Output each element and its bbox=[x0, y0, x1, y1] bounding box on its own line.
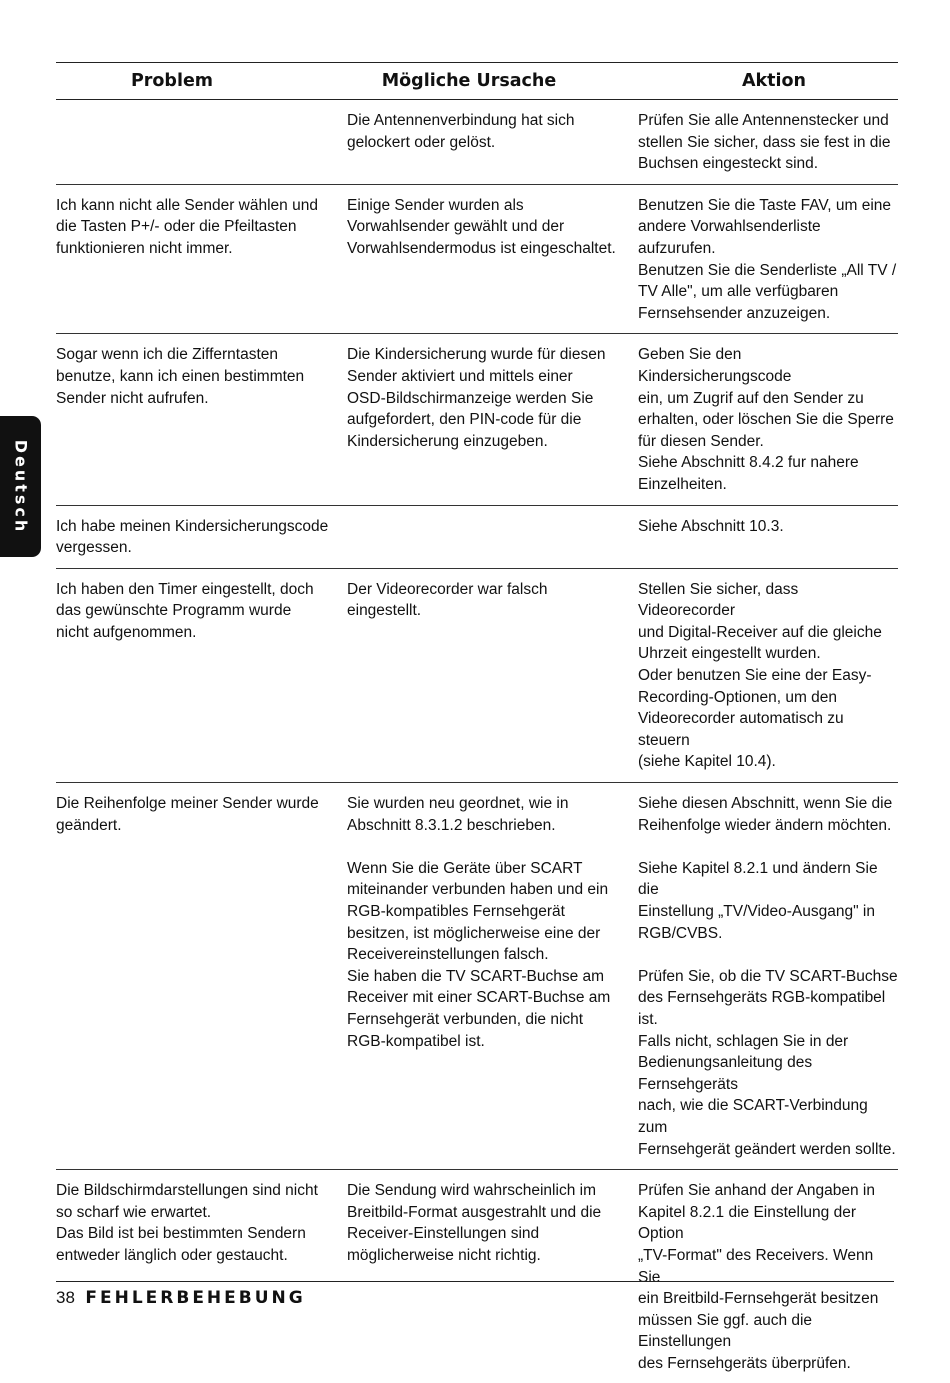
action-cell: Prüfen Sie anhand der Angaben in Kapitel 8.2.1 die Einstellung der Option „TV-Format" des Receivers. Wenn Sie ein Breitbild-Fernsehgerät besitzen müssen Sie ggf. auch die Einstellungen des Fernsehgeräts überprüfen. bbox=[638, 1182, 879, 1372]
header-action: Aktion bbox=[741, 71, 807, 91]
problem-cell: Sogar wenn ich die Zifferntasten benutze, kann ich einen bestimmten Sender nicht aufrufen. bbox=[56, 346, 305, 407]
problem-cell: Die Bildschirmdarstellungen sind nicht so scharf wie erwartet. Das Bild ist bei bestimmten Sendern entweder länglich oder gestaucht. bbox=[56, 1182, 318, 1264]
cause-cell: Die Antennenverbindung hat sich gelockert oder gelöst. bbox=[347, 112, 575, 151]
action-cell: Siehe diesen Abschnitt, wenn Sie die Reihenfolge wieder ändern möchten. Siehe Kapitel 8.2.1 und ändern Sie die Einstellung „TV/Video-Ausgang" in RGB/CVBS. Prüfen Sie, ob die TV SCART-Buchse des Fernsehgeräts RGB-kompatibel ist. Falls nicht, schlagen Sie in der Bedienungsanleitung des Fernsehgeräts nach, wie die SCART-Verbindung zum Fernsehgerät geändert werden sollte. bbox=[638, 795, 898, 1158]
cause-cell: Der Videorecorder war falsch eingestellt. bbox=[347, 580, 548, 620]
header-cause: Mögliche Ursache bbox=[381, 71, 557, 91]
table-row bbox=[56, 334, 898, 505]
action-cell: Siehe Abschnitt 10.3. bbox=[638, 517, 784, 535]
table-row bbox=[56, 506, 898, 569]
action-cell: Benutzen Sie die Taste FAV, um eine andere Vorwahlsenderliste aufzurufen. Benutzen Sie die Senderliste „All TV / TV Alle", um alle verfügbaren Fernsehsender anzuzeigen. bbox=[638, 196, 897, 322]
problem-cell: Ich habe meinen Kindersicherungscode vergessen. bbox=[56, 517, 329, 557]
table-row bbox=[56, 783, 898, 1170]
page-footer bbox=[56, 1281, 894, 1308]
language-tab bbox=[0, 416, 41, 557]
cause-cell: Die Kindersicherung wurde für diesen Sender aktiviert und mittels einer OSD-Bildschirmanzeige werden Sie aufgefordert, den PIN-code für die Kindersicherung einzugeben. bbox=[347, 346, 606, 450]
problem-cell: Ich haben den Timer eingestellt, doch das gewünschte Programm wurde nicht aufgenommen. bbox=[56, 580, 314, 641]
cause-cell: Sie wurden neu geordnet, wie in Abschnitt 8.3.1.2 beschrieben. Wenn Sie die Geräte über SCART miteinander verbunden haben und ein RGB-kompatibles Fernsehgerät besitzen, ist möglicherweise eine der Receivereinstellungen falsch. Sie haben die TV SCART-Buchse am Receiver mit einer SCART-Buchse am Fernsehgerät verbunden, die nicht RGB-kompatibel ist. bbox=[347, 795, 611, 1050]
page-number: 38 bbox=[56, 1288, 75, 1307]
cause-cell bbox=[347, 516, 638, 559]
table-row bbox=[56, 569, 898, 783]
action-cell: Stellen Sie sicher, dass Videorecorder und Digital-Receiver auf die gleiche Uhrzeit eingestellt wurden. Oder benutzen Sie eine der Easy- Recording-Optionen, um den Videorecorder automatisch zu steuern (siehe Kapitel 10.4). bbox=[638, 580, 882, 771]
table-row bbox=[56, 100, 898, 185]
table-header bbox=[56, 62, 898, 100]
section-title: FEHLERBEHEBUNG bbox=[85, 1288, 306, 1308]
table-row bbox=[56, 185, 898, 335]
action-cell: Prüfen Sie alle Antennenstecker und stellen Sie sicher, dass sie fest in die Buchsen eingesteckt sind. bbox=[638, 112, 891, 173]
header-problem: Problem bbox=[130, 71, 214, 91]
cause-cell: Einige Sender wurden als Vorwahlsender gewählt und der Vorwahlsendermodus ist eingeschaltet. bbox=[347, 196, 616, 257]
action-cell: Geben Sie den Kindersicherungscode ein, um Zugrif auf den Sender zu erhalten, oder löschen Sie die Sperre für diesen Sender. Siehe Abschnitt 8.4.2 fur nahere Einzelheiten. bbox=[638, 346, 894, 493]
table-row bbox=[56, 1170, 898, 1383]
language-tab-label: Deutsch bbox=[11, 439, 30, 534]
problem-cell: Ich kann nicht alle Sender wählen und die Tasten P+/- oder die Pfeiltasten funktionieren nicht immer. bbox=[56, 196, 318, 257]
cause-cell: Die Sendung wird wahrscheinlich im Breitbild-Format ausgestrahlt und die Receiver-Einstellungen sind möglicherweise nicht richtig. bbox=[347, 1182, 602, 1264]
troubleshooting-table bbox=[56, 62, 898, 1383]
problem-cell: Die Reihenfolge meiner Sender wurde geändert. bbox=[56, 795, 319, 834]
problem-cell bbox=[56, 110, 347, 175]
